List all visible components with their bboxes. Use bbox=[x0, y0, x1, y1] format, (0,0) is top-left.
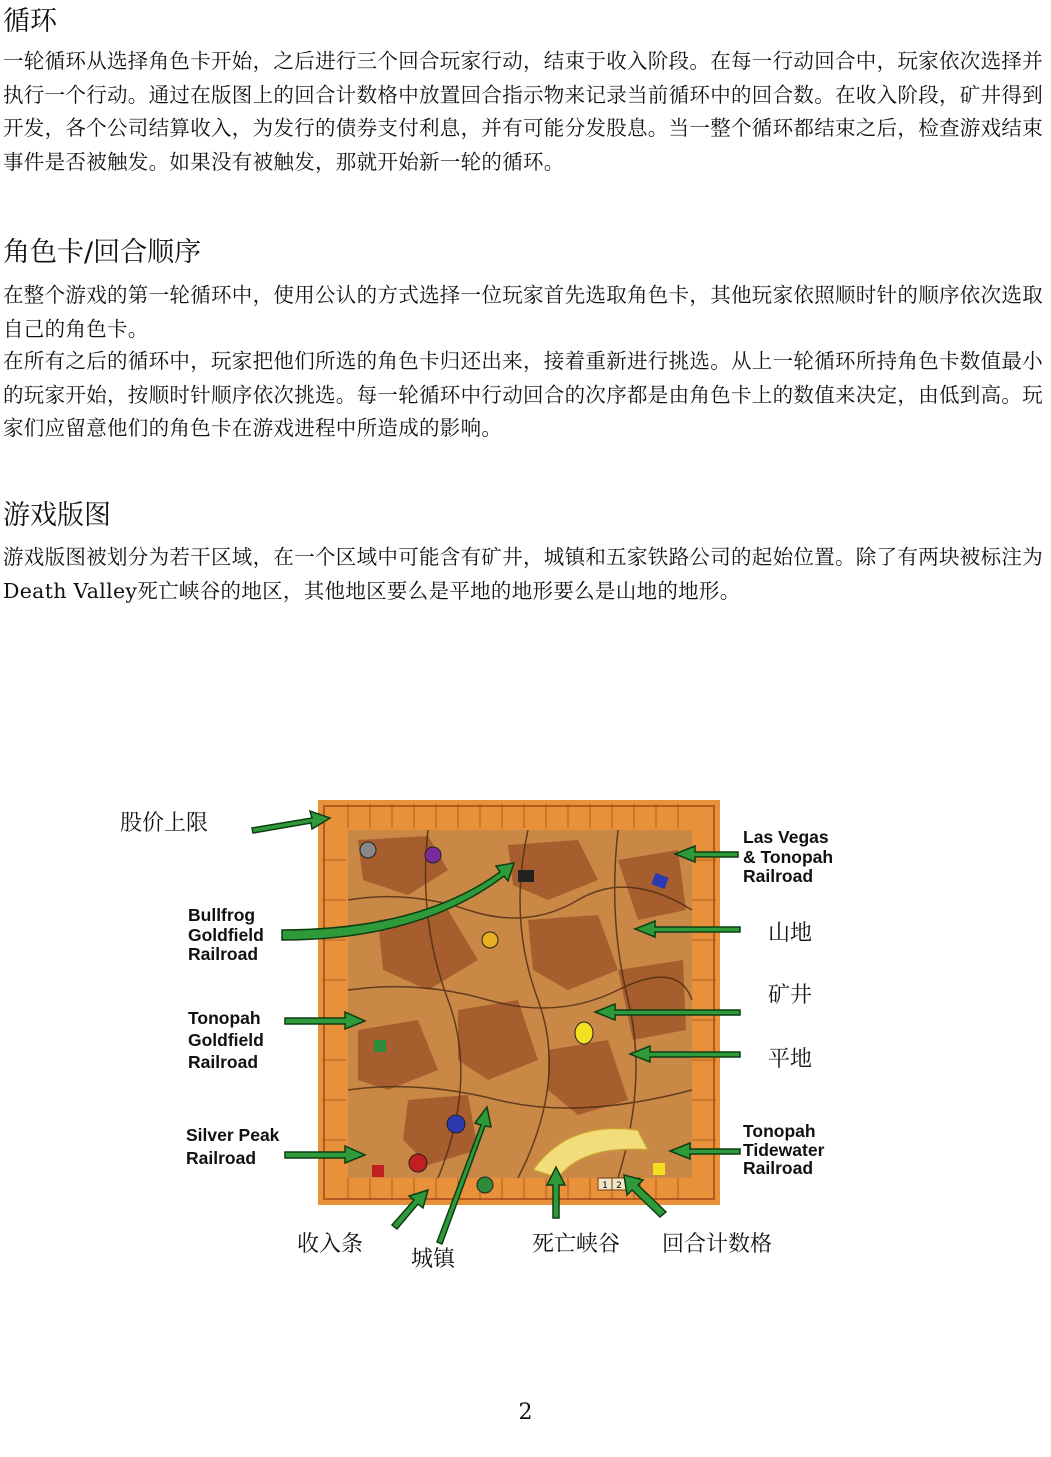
label-silver-peak-railroad: Silver Peak Railroad bbox=[186, 1125, 280, 1168]
round-track-2: 2 bbox=[616, 1181, 622, 1191]
paragraph-role-2: 在所有之后的循环中，玩家把他们所选的角色卡归还出来，接着重新进行挑选。从上一轮循环所持角色卡数值最小的玩家开始，按顺时针顺序依次挑选。每一轮循环中行动回合的次序都是由角色卡上的数值来决定，由低到高。玩家们应留意他们的角色卡在游戏进程中所造成的影响。 bbox=[3, 349, 1043, 440]
paragraph-cycle: 一轮循环从选择角色卡开始，之后进行三个回合玩家行动，结束于收入阶段。在每一行动回合中，玩家依次选择并执行一个行动。通过在版图上的回合计数格中放置回合指示物来记录当前循环中的回合数。在收入阶段，矿井得到开发，各个公司结算收入，为发行的债券支付利息，并有可能分发股息。当一整个循环都结束之后，检查游戏结束事件是否被触发。如果没有被触发，那就开始新一轮的循环。 bbox=[3, 49, 1043, 174]
paragraph-game-board: 游戏版图被划分为若干区域，在一个区域中可能含有矿井，城镇和五家铁路公司的起始位置。除了有两块被标注为Death Valley死亡峡谷的地区，其他地区要么是平地的地形要么是山地的地形。 bbox=[3, 545, 1043, 603]
heading-cycle: 循环 bbox=[3, 6, 57, 37]
paragraph-role-1: 在整个游戏的第一轮循环中，使用公认的方式选择一位玩家首先选取角色卡，其他玩家依照顺时针的顺序依次选取自己的角色卡。 bbox=[3, 283, 1043, 341]
callout-arrows bbox=[0, 780, 1051, 1300]
page-number: 2 bbox=[518, 1400, 533, 1425]
label-tonopah-tidewater-railroad: Tonopah Tidewater Railroad bbox=[743, 1121, 825, 1178]
label-round-track: 回合计数格 bbox=[662, 1232, 773, 1257]
label-mountain: 山地 bbox=[768, 921, 813, 946]
label-bullfrog-goldfield-railroad: Bullfrog Goldfield Railroad bbox=[188, 905, 264, 964]
label-mine: 矿井 bbox=[768, 983, 813, 1008]
label-stock-cap: 股价上限 bbox=[120, 811, 209, 836]
round-track-1: 1 bbox=[602, 1181, 608, 1191]
heading-role-card: 角色卡/回合顺序 bbox=[3, 237, 202, 268]
label-tonopah-goldfield-railroad: Tonopah Goldfield Railroad bbox=[188, 1008, 264, 1072]
label-town: 城镇 bbox=[411, 1247, 456, 1272]
label-death-valley: 死亡峡谷 bbox=[532, 1232, 621, 1257]
board-figure bbox=[0, 780, 1051, 1300]
heading-game-board: 游戏版图 bbox=[3, 500, 111, 531]
label-las-vegas-tonopah-railroad: Las Vegas & Tonopah Railroad bbox=[743, 827, 834, 886]
label-plain: 平地 bbox=[768, 1047, 813, 1072]
label-income-track: 收入条 bbox=[297, 1232, 364, 1257]
